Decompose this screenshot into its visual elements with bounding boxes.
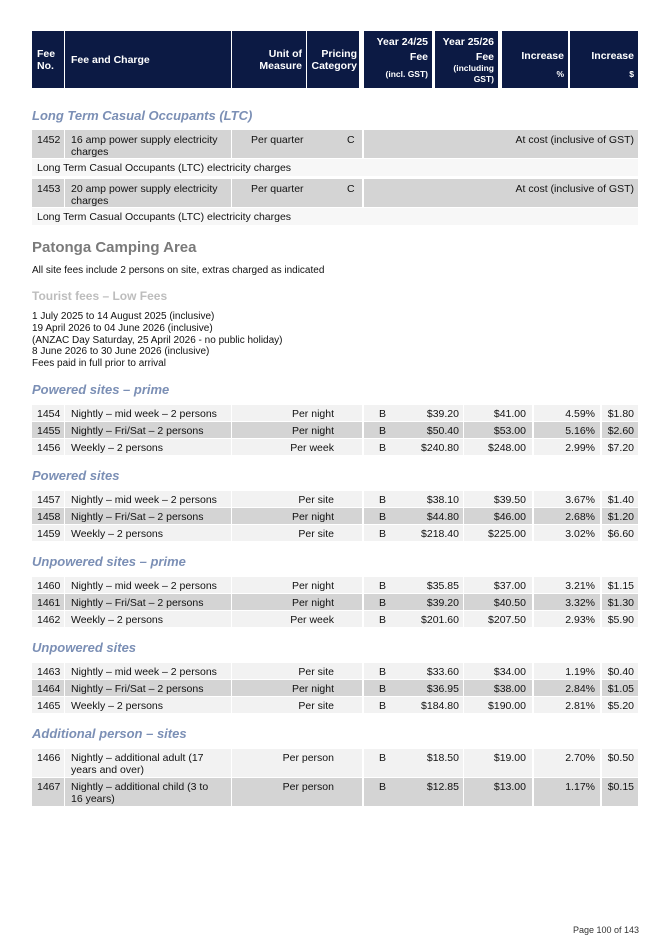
increase-dollar: $0.40 <box>607 666 634 678</box>
unit-of-measure: Per week <box>290 614 334 626</box>
fee-number: 1465 <box>37 700 61 712</box>
fee-2526: $40.50 <box>493 597 526 609</box>
fee-2425: $201.60 <box>421 614 459 626</box>
increase-percent: 3.32% <box>565 597 595 609</box>
fee-2425: $44.80 <box>426 511 459 523</box>
fee-2526: $34.00 <box>493 666 526 678</box>
fee-amount: At cost (inclusive of GST) <box>515 183 634 195</box>
fee-description: Nightly – mid week – 2 persons <box>71 666 217 678</box>
fee-description: Nightly – Fri/Sat – 2 persons <box>71 511 204 523</box>
fee-description: Weekly – 2 persons <box>71 700 164 712</box>
increase-percent: 2.68% <box>565 511 595 523</box>
fee-description: Nightly – mid week – 2 persons <box>71 408 217 420</box>
increase-percent: 3.67% <box>565 494 595 506</box>
fee-2425: $36.95 <box>426 683 459 695</box>
unit-of-measure: Per person <box>282 752 334 764</box>
fee-number: 1453 <box>37 183 61 195</box>
fee-number: 1463 <box>37 666 61 678</box>
header-pricing: Pricing Category <box>307 31 359 88</box>
tourist-fees-title: Tourist fees – Low Fees <box>32 289 168 303</box>
fee-number: 1456 <box>37 442 61 454</box>
header-increase-dollar: Increase $ <box>570 31 638 88</box>
increase-dollar: $5.90 <box>607 614 634 626</box>
fee-description: Nightly – Fri/Sat – 2 persons <box>71 683 204 695</box>
fee-2526: $207.50 <box>488 614 526 626</box>
increase-dollar: $0.15 <box>607 781 634 793</box>
fee-2425: $18.50 <box>426 752 459 764</box>
fee-2425: $39.20 <box>426 597 459 609</box>
unit-of-measure: Per site <box>298 528 334 540</box>
unit-of-measure: Per site <box>298 666 334 678</box>
fee-2526: $225.00 <box>488 528 526 540</box>
unit-of-measure: Per night <box>291 511 334 523</box>
fee-description: Weekly – 2 persons <box>71 442 164 454</box>
header-year-2425: Year 24/25 Fee (incl. GST) <box>364 31 432 88</box>
fee-2526: $13.00 <box>493 781 526 793</box>
increase-dollar: $1.30 <box>607 597 634 609</box>
fee-number: 1467 <box>37 781 61 793</box>
pricing-category: C <box>347 183 355 195</box>
pricing-category: B <box>378 614 386 626</box>
fee-2526: $38.00 <box>493 683 526 695</box>
pricing-category: B <box>378 511 386 523</box>
increase-percent: 1.19% <box>565 666 595 678</box>
increase-percent: 4.59% <box>565 408 595 420</box>
fee-number: 1462 <box>37 614 61 626</box>
table-row <box>32 405 638 421</box>
increase-dollar: $7.20 <box>607 442 634 454</box>
pricing-category: B <box>378 580 386 592</box>
fee-number: 1452 <box>37 134 61 146</box>
fee-description: Nightly – mid week – 2 persons <box>71 580 217 592</box>
pricing-category: B <box>378 425 386 437</box>
table-row <box>32 422 638 438</box>
page-number: Page 100 of 143 <box>572 925 639 935</box>
table-row <box>32 130 638 158</box>
fee-description: Nightly – mid week – 2 persons <box>71 494 217 506</box>
pricing-category: B <box>378 752 386 764</box>
table-row <box>32 508 638 524</box>
increase-dollar: $0.50 <box>607 752 634 764</box>
fee-number: 1455 <box>37 425 61 437</box>
pricing-category: B <box>378 683 386 695</box>
increase-percent: 2.93% <box>565 614 595 626</box>
section-title-patonga: Patonga Camping Area <box>32 239 197 256</box>
fee-description: Nightly – Fri/Sat – 2 persons <box>71 425 204 437</box>
fee-2425: $184.80 <box>421 700 459 712</box>
fee-2526: $41.00 <box>493 408 526 420</box>
table-row <box>32 577 638 593</box>
table-row <box>32 778 638 806</box>
fee-amount: At cost (inclusive of GST) <box>515 134 634 146</box>
fee-description: Nightly – Fri/Sat – 2 persons <box>71 597 204 609</box>
unit-of-measure: Per quarter <box>251 183 304 195</box>
header-increase-pct: Increase % <box>502 31 568 88</box>
fee-2425: $50.40 <box>426 425 459 437</box>
table-row <box>32 594 638 610</box>
increase-percent: 5.16% <box>565 425 595 437</box>
increase-dollar: $5.20 <box>607 700 634 712</box>
fee-number: 1457 <box>37 494 61 506</box>
fee-2526: $19.00 <box>493 752 526 764</box>
fee-number: 1458 <box>37 511 61 523</box>
table-row <box>32 491 638 507</box>
table-row <box>32 697 638 713</box>
group-title: Additional person – sites <box>32 726 187 741</box>
unit-of-measure: Per site <box>298 494 334 506</box>
pricing-category: B <box>378 666 386 678</box>
fee-2425: $12.85 <box>426 781 459 793</box>
header-fee-no: Fee No. <box>32 31 64 88</box>
unit-of-measure: Per week <box>290 442 334 454</box>
fee-description: 20 amp power supply electricity charges <box>71 183 218 207</box>
pricing-category: B <box>378 597 386 609</box>
table-row <box>32 680 638 696</box>
fee-number: 1459 <box>37 528 61 540</box>
header-year-2526: Year 25/26 Fee (including GST) <box>435 31 498 88</box>
fee-2526: $190.00 <box>488 700 526 712</box>
fee-2526: $39.50 <box>493 494 526 506</box>
fee-2425: $33.60 <box>426 666 459 678</box>
table-row <box>32 749 638 777</box>
fee-number: 1466 <box>37 752 61 764</box>
increase-percent: 2.99% <box>565 442 595 454</box>
group-title: Powered sites <box>32 468 120 483</box>
group-title: Unpowered sites – prime <box>32 554 186 569</box>
increase-percent: 1.17% <box>565 781 595 793</box>
fee-2425: $38.10 <box>426 494 459 506</box>
pricing-category: B <box>378 408 386 420</box>
fee-2425: $39.20 <box>426 408 459 420</box>
unit-of-measure: Per night <box>291 597 334 609</box>
fee-description: Weekly – 2 persons <box>71 614 164 626</box>
intro-text: All site fees include 2 persons on site, extras charged as indicated <box>32 265 325 276</box>
group-title: Unpowered sites <box>32 640 137 655</box>
unit-of-measure: Per site <box>298 700 334 712</box>
increase-percent: 3.21% <box>565 580 595 592</box>
fee-2526: $37.00 <box>493 580 526 592</box>
table-row <box>32 525 638 541</box>
pricing-category: B <box>378 442 386 454</box>
increase-dollar: $1.40 <box>607 494 634 506</box>
row-note: Long Term Casual Occupants (LTC) electricity charges <box>32 208 638 225</box>
table-row <box>32 663 638 679</box>
increase-dollar: $1.15 <box>607 580 634 592</box>
increase-dollar: $6.60 <box>607 528 634 540</box>
fee-number: 1464 <box>37 683 61 695</box>
unit-of-measure: Per night <box>291 425 334 437</box>
increase-dollar: $1.05 <box>607 683 634 695</box>
table-row <box>32 179 638 207</box>
increase-percent: 2.84% <box>565 683 595 695</box>
fee-2526: $248.00 <box>488 442 526 454</box>
unit-of-measure: Per night <box>291 580 334 592</box>
section-title-ltc: Long Term Casual Occupants (LTC) <box>32 108 253 123</box>
fee-2425: $240.80 <box>421 442 459 454</box>
fee-number: 1460 <box>37 580 61 592</box>
unit-of-measure: Per person <box>282 781 334 793</box>
pricing-category: B <box>378 528 386 540</box>
fee-2425: $35.85 <box>426 580 459 592</box>
increase-dollar: $2.60 <box>607 425 634 437</box>
tourist-dates: 1 July 2025 to 14 August 2025 (inclusive) 19 April 2026 to 04 June 2026 (inclusive) (ANZAC Day Saturday, 25 April 2026 - no public holiday) 8 June 2026 to 30 June 2026 (inclusive) Fees paid in full prior to arrival <box>32 311 283 370</box>
table-row <box>32 611 638 627</box>
fee-description: Nightly – additional child (3 to 16 years) <box>71 781 209 805</box>
increase-percent: 2.81% <box>565 700 595 712</box>
header-fee-charge: Fee and Charge <box>65 31 231 88</box>
unit-of-measure: Per night <box>291 408 334 420</box>
increase-percent: 2.70% <box>565 752 595 764</box>
fee-2526: $53.00 <box>493 425 526 437</box>
fee-description: 16 amp power supply electricity charges <box>71 134 218 158</box>
pricing-category: B <box>378 700 386 712</box>
group-title: Powered sites – prime <box>32 382 170 397</box>
fee-2526: $46.00 <box>493 511 526 523</box>
fee-description: Nightly – additional adult (17 years and over) <box>71 752 204 776</box>
fee-number: 1461 <box>37 597 61 609</box>
row-note: Long Term Casual Occupants (LTC) electricity charges <box>32 159 638 176</box>
increase-dollar: $1.20 <box>607 511 634 523</box>
fee-description: Weekly – 2 persons <box>71 528 164 540</box>
pricing-category: B <box>378 781 386 793</box>
unit-of-measure: Per quarter <box>251 134 304 146</box>
pricing-category: B <box>378 494 386 506</box>
fee-number: 1454 <box>37 408 61 420</box>
increase-percent: 3.02% <box>565 528 595 540</box>
pricing-category: C <box>347 134 355 146</box>
unit-of-measure: Per night <box>291 683 334 695</box>
table-row <box>32 439 638 455</box>
header-unit: Unit of Measure <box>232 31 306 88</box>
fee-2425: $218.40 <box>421 528 459 540</box>
increase-dollar: $1.80 <box>607 408 634 420</box>
